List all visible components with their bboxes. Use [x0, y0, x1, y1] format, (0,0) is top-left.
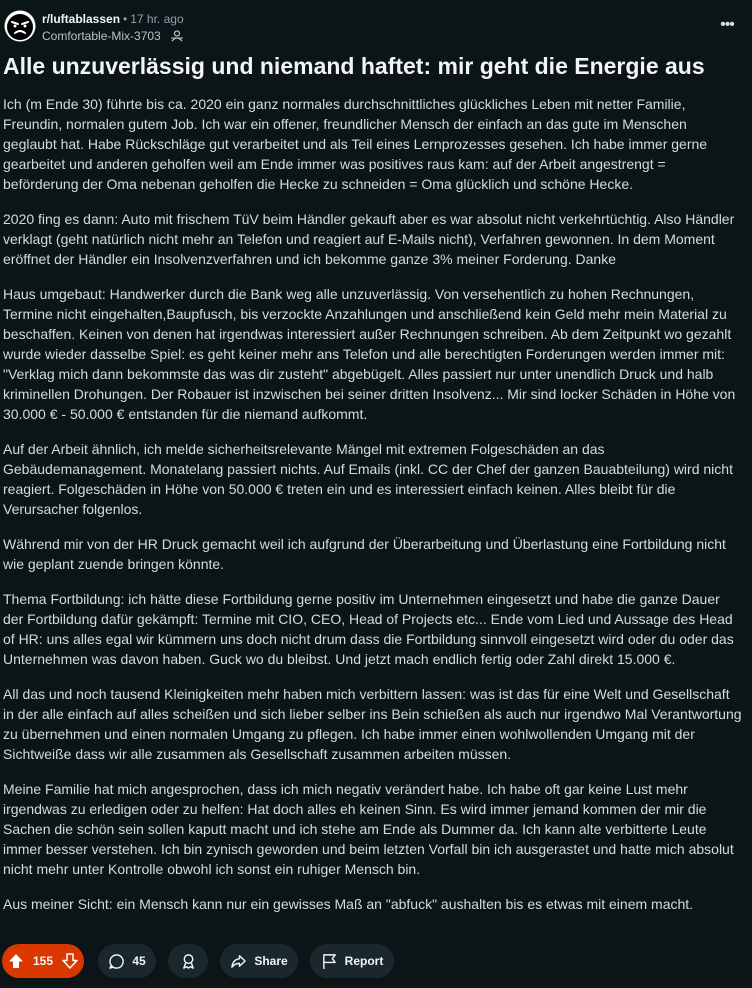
- report-flag-icon: [321, 953, 338, 970]
- post-title: Alle unzuverlässig und niemand haftet: mir geht die Energie aus: [3, 53, 705, 79]
- vote-count: 155: [32, 954, 54, 968]
- post-body: [3, 94, 743, 929]
- downvote-icon[interactable]: [61, 952, 79, 970]
- share-icon: [230, 953, 247, 970]
- subreddit-meta: [42, 12, 184, 26]
- post-header: [0, 0, 752, 50]
- award-icon: [180, 953, 197, 970]
- anonymous-user-icon: [170, 29, 184, 43]
- report-label: Report: [344, 954, 384, 968]
- post-time: 17 hr. ago: [130, 12, 184, 26]
- comment-count: 45: [132, 954, 146, 968]
- separator-dot: •: [123, 12, 128, 26]
- post-paragraph: Aus meiner Sicht: ein Mensch kann nur ein gewisses Maß an "abfuck" aushalten bis es etwas mit einem macht.: [3, 896, 694, 912]
- post-paragraph: Thema Fortbildung: ich hätte diese Fortbildung gerne positiv im Unternehmen eingesetzt und habe die ganze Dauer der Fortbildung dafür gekämpft: Termine mit CIO, CEO, Head of Projects etc... Ende vom Lied und Aussage des Head of HR: uns alles egal wir kümmern uns doch nicht drum dass die Fortbildung sinnvoll eingesetzt wird oder du oder das Unternehmen was davon haben. Guck wo du bleibst. Und jetzt mach endlich fertig oder Zahl direkt 15.000 €.: [3, 591, 734, 667]
- more-options-icon[interactable]: •••: [720, 16, 734, 33]
- share-label: Share: [254, 954, 288, 968]
- comments-button[interactable]: [98, 944, 156, 978]
- subreddit-link[interactable]: r/luftablassen: [42, 12, 121, 26]
- post-paragraph: All das und noch tausend Kleinigkeiten mehr haben mich verbittern lassen: was ist das für eine Welt und Gesellschaft in der alle einfach auf alles scheißen und sich lieber selber ins Bein schießen als auch nur irgendwo Mal Verantwortung zu übernehmen und einen normalen Umgang zu pflegen. Ich habe immer einen wohlwollenden Umgang mit der Sichtweiße dass wir alle zusammen als Gesellschaft zusammen arbeiten müssen.: [3, 686, 742, 762]
- share-button[interactable]: [220, 944, 298, 978]
- comment-icon: [108, 953, 125, 970]
- post-paragraph: Meine Familie hat mich angesprochen, dass ich mich negativ verändert habe. Ich habe oft gar keine Lust mehr irgendwas zu erledigen oder zu helfen: Hat doch alles eh keinen Sinn. Es wird immer jemand kommen der mir die Sachen die schön sein sollen kaputt macht und ich stehe am Ende als Dummer da. Ich kann alte verbitterte Leute immer besser verstehen. Ich bin zynisch geworden und beim letzten Vorfall bin ich ausgerastet und hatte mich absolut nicht mehr unter Kontrolle obwohl ich sonst ein ruhiger Mensch bin.: [3, 781, 734, 877]
- award-button[interactable]: [168, 944, 208, 978]
- author-line: [42, 29, 184, 43]
- post-paragraph: Auf der Arbeit ähnlich, ich melde sicherheitsrelevante Mängel mit extremen Folgeschäden an das Gebäudemanagement. Monatelang passiert nichts. Auf Emails (inkl. CC der Chef der ganzen Bauabteilung) wird nicht reagiert. Folgeschäden in Höhe von 50.000 € treten ein und es interessiert einfach keinen. Alles bleibt für die Verursacher folgenlos.: [3, 441, 733, 517]
- report-button[interactable]: [310, 944, 394, 978]
- subreddit-avatar-icon[interactable]: [4, 10, 36, 42]
- upvote-icon[interactable]: [7, 952, 25, 970]
- post-paragraph: Während mir von der HR Druck gemacht weil ich aufgrund der Überarbeitung und Überlastung eine Fortbildung nicht wie geplant zuende bringen könnte.: [3, 536, 726, 572]
- post-paragraph: 2020 fing es dann: Auto mit frischem TüV beim Händler gekauft aber es war absolut nicht verkehrtüchtig. Also Händler verklagt (geht natürlich nicht mehr an Telefon und reagiert auf E-Mails nicht), Verfahren gewonnen. In dem Moment eröffnet der Händler ein Insolvenzverfahren und ich bekomme ganze 3% meiner Forderung. Danke: [3, 211, 735, 267]
- post-paragraph: Ich (m Ende 30) führte bis ca. 2020 ein ganz normales durchschnittliches glückliches Leben mit netter Familie, Freundin, normalen gutem Job. Ich war ein offener, freundlicher Mensch der einfach an das gute im Menschen geglaubt hat. Habe Rückschläge gut verarbeitet und als Teil eines Lernprozesses gesehen. Ich habe immer gerne gearbeitet und anderen geholfen weil am Ende immer was positives raus kam: auf der Arbeit angestrengt = beförderung der Oma nebenan geholfen die Hecke zu schneiden = Oma glücklich und schöne Hecke.: [3, 96, 708, 192]
- vote-control: [2, 944, 84, 978]
- post-paragraph: Haus umgebaut: Handwerker durch die Bank weg alle unzuverlässig. Von versehentlich zu hohen Rechnungen, Termine nicht eingehalten,Baupfusch, bis verzockte Anzahlungen und anschließend kein Geld mehr mein Material zu beschaffen. Keinen von denen hat irgendwas interessiert außer Rechnungen schreiben. Ab dem Zeitpunkt wo gezahlt wurde wieder dasselbe Spiel: es geht keiner mehr ans Telefon und alle berechtigten Forderungen werden immer mit: "Verklag mich dann bekommste das was dir zusteht" abgebügelt. Alles passiert nur unter unendlich Druck und halb kriminellen Drohungen. Der Robauer ist inzwischen bei seiner dritten Insolvenz... Mir sind locker Schäden in Höhe von 30.000 € - 50.000 € entstanden für die niemand aufkommt.: [3, 286, 736, 422]
- author-link[interactable]: Comfortable-Mix-3703: [42, 29, 161, 43]
- action-bar: [0, 944, 752, 980]
